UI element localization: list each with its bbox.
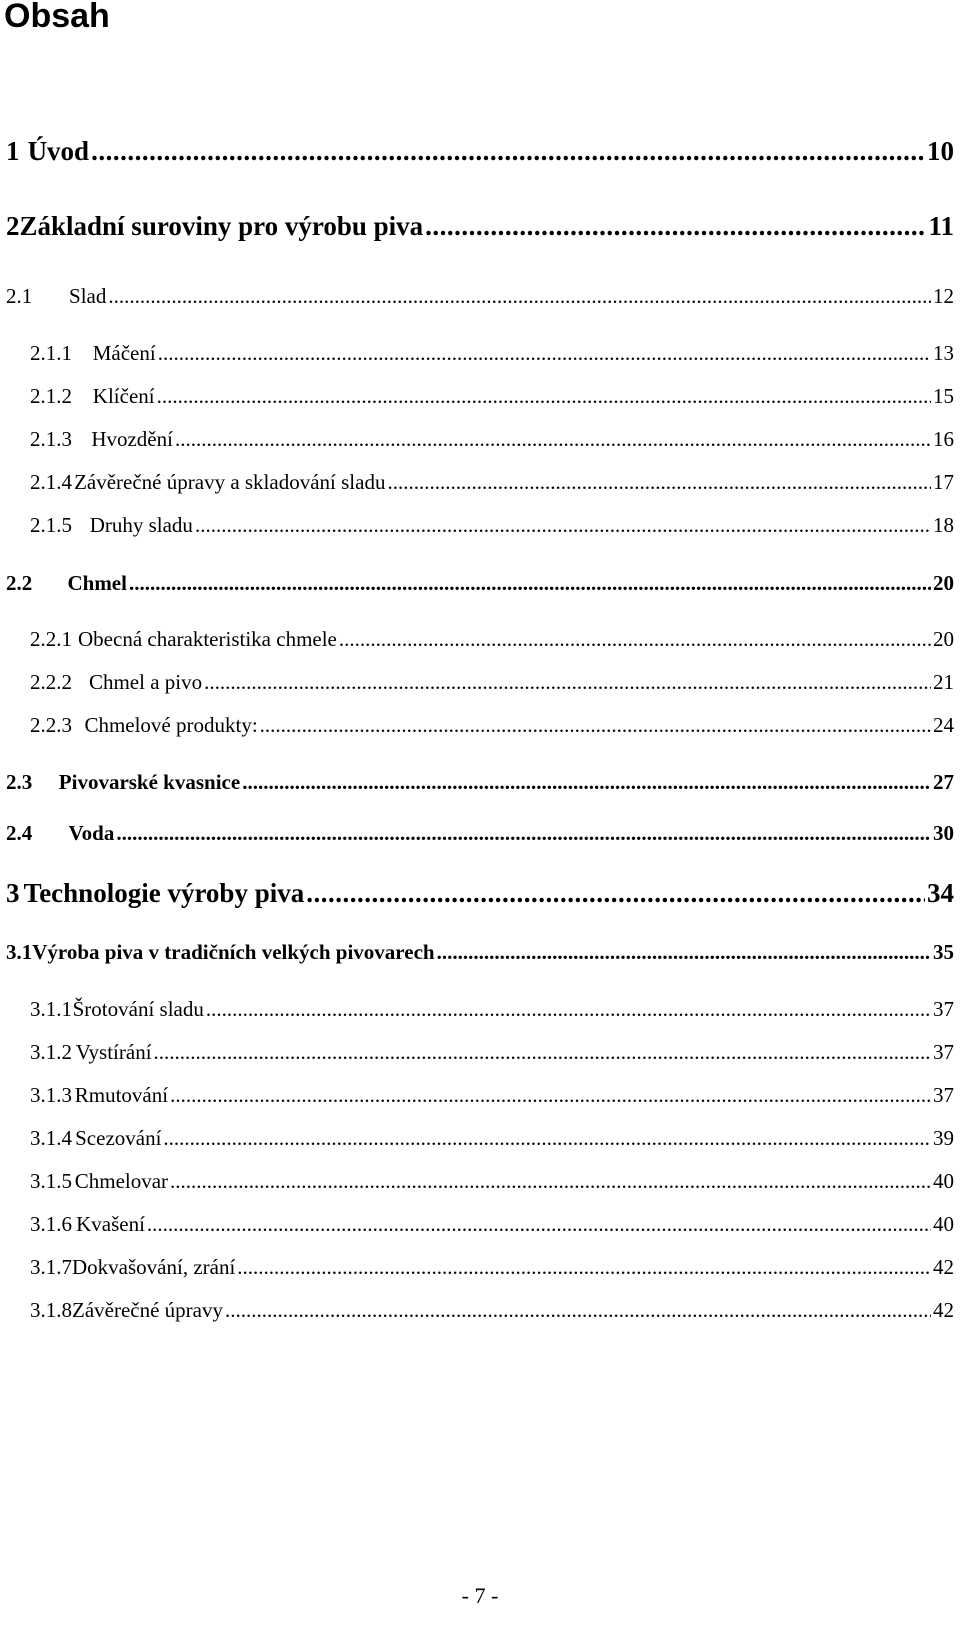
toc-title: Dokvašování, zrání: [72, 1255, 236, 1279]
toc-title: Slad: [69, 284, 107, 308]
toc-entry-3-1-3[interactable]: [30, 1083, 954, 1108]
toc-leader-dots: [339, 627, 931, 652]
toc-title: Pivovarské kvasnice: [58, 770, 241, 794]
toc-leader-dots: [91, 136, 925, 167]
toc-page-number: 40: [933, 1169, 954, 1193]
toc-title: Voda: [68, 821, 115, 845]
toc-title: Obecná charakteristika chmele: [78, 627, 337, 651]
toc-entry-2-2[interactable]: [6, 571, 954, 596]
toc-number: 2.1: [6, 284, 33, 308]
toc-page-number: 24: [933, 713, 954, 737]
toc-leader-dots: [204, 670, 931, 695]
toc-entry-2-1-5[interactable]: [30, 513, 954, 538]
toc-title: Chmel: [67, 571, 127, 595]
page-number-footer: - 7 -: [461, 1583, 499, 1608]
toc-title: Šrotování sladu: [72, 997, 204, 1021]
toc-number: 2.2.2: [30, 670, 72, 694]
toc-title: Závěrečné úpravy: [72, 1298, 223, 1322]
toc-leader-dots: [129, 571, 931, 596]
toc-number: 2.1.1: [30, 341, 72, 365]
toc-title: Vystírání: [75, 1040, 152, 1064]
toc-leader-dots: [225, 1298, 931, 1323]
toc-page-number: 21: [933, 670, 954, 694]
toc-title: Máčení: [92, 341, 156, 365]
toc-page-number: 15: [933, 384, 954, 408]
toc-leader-dots: [242, 770, 931, 795]
toc-entry-2-4[interactable]: [6, 821, 954, 846]
toc-leader-dots: [260, 713, 931, 738]
toc-leader-dots: [116, 821, 931, 846]
toc-entry-2-2-3[interactable]: [30, 713, 954, 738]
toc-page-number: 35: [933, 940, 954, 964]
toc-number: 3: [6, 878, 20, 908]
toc-page-number: 27: [933, 770, 954, 794]
toc-entry-2-1-1[interactable]: [30, 341, 954, 366]
toc-page-number: 37: [933, 1083, 954, 1107]
toc-title: Úvod: [27, 136, 90, 166]
toc-title: Scezování: [75, 1126, 162, 1150]
page-title: Obsah: [4, 0, 110, 35]
toc-leader-dots: [158, 341, 931, 366]
toc-number: 3.1.4: [30, 1126, 72, 1150]
toc-page-number: 34: [927, 878, 954, 908]
toc-entry-2-1-3[interactable]: [30, 427, 954, 452]
toc-page-number: 10: [927, 136, 954, 166]
toc-leader-dots: [175, 427, 931, 452]
toc-number: 2.2.3: [30, 713, 72, 737]
toc-entry-2-1[interactable]: [6, 284, 954, 309]
toc-entry-2-3[interactable]: [6, 770, 954, 795]
toc-entry-3-1-4[interactable]: [30, 1126, 954, 1151]
toc-leader-dots: [195, 513, 931, 538]
toc-leader-dots: [147, 1212, 931, 1237]
toc-page-number: 18: [933, 513, 954, 537]
toc-leader-dots: [437, 940, 931, 965]
toc-title: Klíčení: [92, 384, 155, 408]
toc-entry-2-2-2[interactable]: [30, 670, 954, 695]
toc-page-number: 12: [933, 284, 954, 308]
toc-page-number: 42: [933, 1298, 954, 1322]
toc-leader-dots: [170, 1169, 931, 1194]
toc-number: 3.1.6: [30, 1212, 72, 1236]
toc-page-number: 11: [928, 211, 954, 241]
toc-title: Technologie výroby piva: [23, 878, 305, 908]
toc-entry-2[interactable]: [6, 211, 954, 242]
toc-leader-dots: [425, 211, 926, 242]
toc-leader-dots: [157, 384, 931, 409]
toc-leader-dots: [154, 1040, 931, 1065]
toc-leader-dots: [170, 1083, 931, 1108]
toc-number: 3.1: [6, 940, 33, 964]
toc-page-number: 20: [933, 571, 954, 595]
toc-page-number: 17: [933, 470, 954, 494]
toc-page-number: 37: [933, 1040, 954, 1064]
toc-leader-dots: [163, 1126, 931, 1151]
toc-page-number: 20: [933, 627, 954, 651]
toc-entry-3-1[interactable]: [6, 940, 954, 965]
toc-entry-3-1-1[interactable]: [30, 997, 954, 1022]
toc-entry-3-1-2[interactable]: [30, 1040, 954, 1065]
toc-entry-3-1-6[interactable]: [30, 1212, 954, 1237]
toc-page-number: 30: [933, 821, 954, 845]
toc-entry-3-1-5[interactable]: [30, 1169, 954, 1194]
toc-leader-dots: [206, 997, 931, 1022]
toc-page-number: 42: [933, 1255, 954, 1279]
toc-title: Chmelovar: [74, 1169, 169, 1193]
toc-title: Kvašení: [76, 1212, 145, 1236]
toc-number: 2.1.2: [30, 384, 72, 408]
toc-title: Chmel a pivo: [88, 670, 203, 694]
toc-entry-3[interactable]: [6, 878, 954, 909]
toc-page-number: 39: [933, 1126, 954, 1150]
toc-title: Základní suroviny pro výrobu piva: [19, 211, 424, 241]
toc-number: 3.1.1: [30, 997, 72, 1021]
toc-number: 3.1.2: [30, 1040, 72, 1064]
toc-page-number: 37: [933, 997, 954, 1021]
toc-leader-dots: [306, 878, 925, 909]
toc-number: 2.2.1: [30, 627, 72, 651]
toc-title: Druhy sladu: [89, 513, 193, 537]
toc-number: 2.4: [6, 821, 33, 845]
toc-number: 2.3: [6, 770, 33, 794]
toc-title: Výroba piva v tradičních velkých pivovarech: [32, 940, 435, 964]
toc-number: 3.1.5: [30, 1169, 72, 1193]
toc-leader-dots: [387, 470, 931, 495]
toc-number: 2.1.4: [30, 470, 72, 494]
toc-number: 2.2: [6, 571, 33, 595]
toc-number: 2: [6, 211, 20, 241]
toc-leader-dots: [237, 1255, 931, 1280]
toc-number: 3.1.7: [30, 1255, 72, 1279]
toc-page-number: 16: [933, 427, 954, 451]
toc-leader-dots: [108, 284, 931, 309]
toc-title: Hvozdění: [91, 427, 173, 451]
toc-number: 3.1.8: [30, 1298, 72, 1322]
toc-page-number: 40: [933, 1212, 954, 1236]
toc-title: Chmelové produkty:: [84, 713, 258, 737]
toc-page-number: 13: [933, 341, 954, 365]
toc-number: 2.1.3: [30, 427, 72, 451]
toc-number: 3.1.3: [30, 1083, 72, 1107]
toc-entry-3-1-7[interactable]: [30, 1255, 954, 1280]
toc-title: Závěrečné úpravy a skladování sladu: [74, 470, 386, 494]
toc-entry-2-2-1[interactable]: [30, 627, 954, 652]
toc-number: 1: [6, 136, 20, 166]
toc-entry-3-1-8[interactable]: [30, 1298, 954, 1323]
toc-entry-1[interactable]: [6, 136, 954, 167]
toc-entry-2-1-4[interactable]: [30, 470, 954, 495]
toc-title: Rmutování: [74, 1083, 169, 1107]
toc-number: 2.1.5: [30, 513, 72, 537]
toc-entry-2-1-2[interactable]: [30, 384, 954, 409]
